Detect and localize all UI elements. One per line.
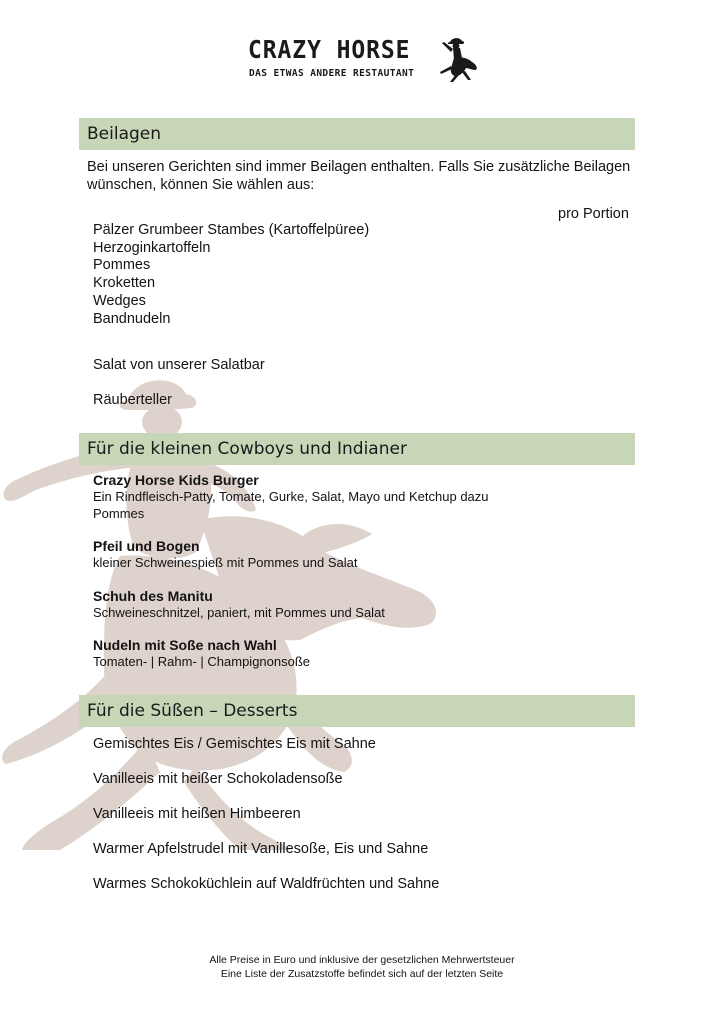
- dessert-item: Vanilleeis mit heißen Himbeeren: [93, 806, 301, 822]
- list-item: Kroketten: [93, 275, 156, 292]
- beilagen-intro-line1: Bei unseren Gerichten sind immer Beilagen enthalten. Falls Sie zusätzliche Beilagen: [87, 159, 631, 175]
- section-header-beilagen: Beilagen: [79, 118, 635, 150]
- list-item: Pommes: [93, 257, 151, 274]
- list-item: Wedges: [93, 292, 146, 309]
- footer-line: Alle Preise in Euro und inklusive der gesetzlichen Mehrwertsteuer: [209, 954, 515, 966]
- dessert-item: Vanilleeis mit heißer Schokoladensoße: [93, 771, 343, 787]
- menu-item: [93, 472, 489, 522]
- list-item: Herzoginkartoffeln: [93, 239, 211, 256]
- price-column-label: pro Portion: [558, 206, 629, 222]
- dessert-item: Warmer Apfelstrudel mit Vanillesoße, Eis und Sahne: [93, 841, 429, 857]
- menu-item-description: Tomaten- | Rahm- | Champignonsoße: [93, 654, 311, 669]
- raeuberteller-item: Räuberteller: [93, 392, 172, 408]
- beilagen-intro-line2: wünschen, können Sie wählen aus:: [87, 177, 315, 193]
- menu-item-description: Pommes: [93, 505, 145, 521]
- menu-item-description: Ein Rindfleisch-Patty, Tomate, Gurke, Salat, Mayo und Ketchup dazu: [93, 489, 489, 504]
- beilagen-intro: [87, 158, 647, 194]
- bucking-horse-rider-icon: [436, 36, 478, 82]
- menu-item-name: Crazy Horse Kids Burger: [93, 472, 259, 488]
- list-item: Pälzer Grumbeer Stambes (Kartoffelpüree): [93, 222, 370, 238]
- menu-item-name: Nudeln mit Soße nach Wahl: [93, 637, 277, 653]
- menu-item-description: kleiner Schweinespieß mit Pommes und Salat: [93, 555, 358, 570]
- section-header-desserts: Für die Süßen – Desserts: [79, 695, 635, 727]
- footer-note: [0, 954, 724, 981]
- menu-item: [93, 588, 385, 622]
- logo-title: CRAZY HORSE: [248, 35, 411, 64]
- menu-item: [93, 637, 310, 671]
- logo-subtitle: DAS ETWAS ANDERE RESTAUTANT: [249, 68, 415, 79]
- restaurant-logo: [248, 36, 478, 84]
- beilagen-list: [93, 222, 369, 328]
- section-header-kids: Für die kleinen Cowboys und Indianer: [79, 433, 635, 465]
- footer-line: Eine Liste der Zusatzstoffe befindet sich auf der letzten Seite: [220, 967, 504, 980]
- menu-item: [93, 538, 357, 572]
- menu-item-name: Pfeil und Bogen: [93, 538, 200, 554]
- menu-item-name: Schuh des Manitu: [93, 588, 213, 604]
- dessert-item: Warmes Schokoküchlein auf Waldfrüchten und Sahne: [93, 876, 440, 892]
- list-item: Bandnudeln: [93, 310, 171, 327]
- dessert-item: Gemischtes Eis / Gemischtes Eis mit Sahne: [93, 736, 376, 752]
- menu-item-description: Schweineschnitzel, paniert, mit Pommes und Salat: [93, 605, 385, 620]
- salad-bar-item: Salat von unserer Salatbar: [93, 357, 265, 373]
